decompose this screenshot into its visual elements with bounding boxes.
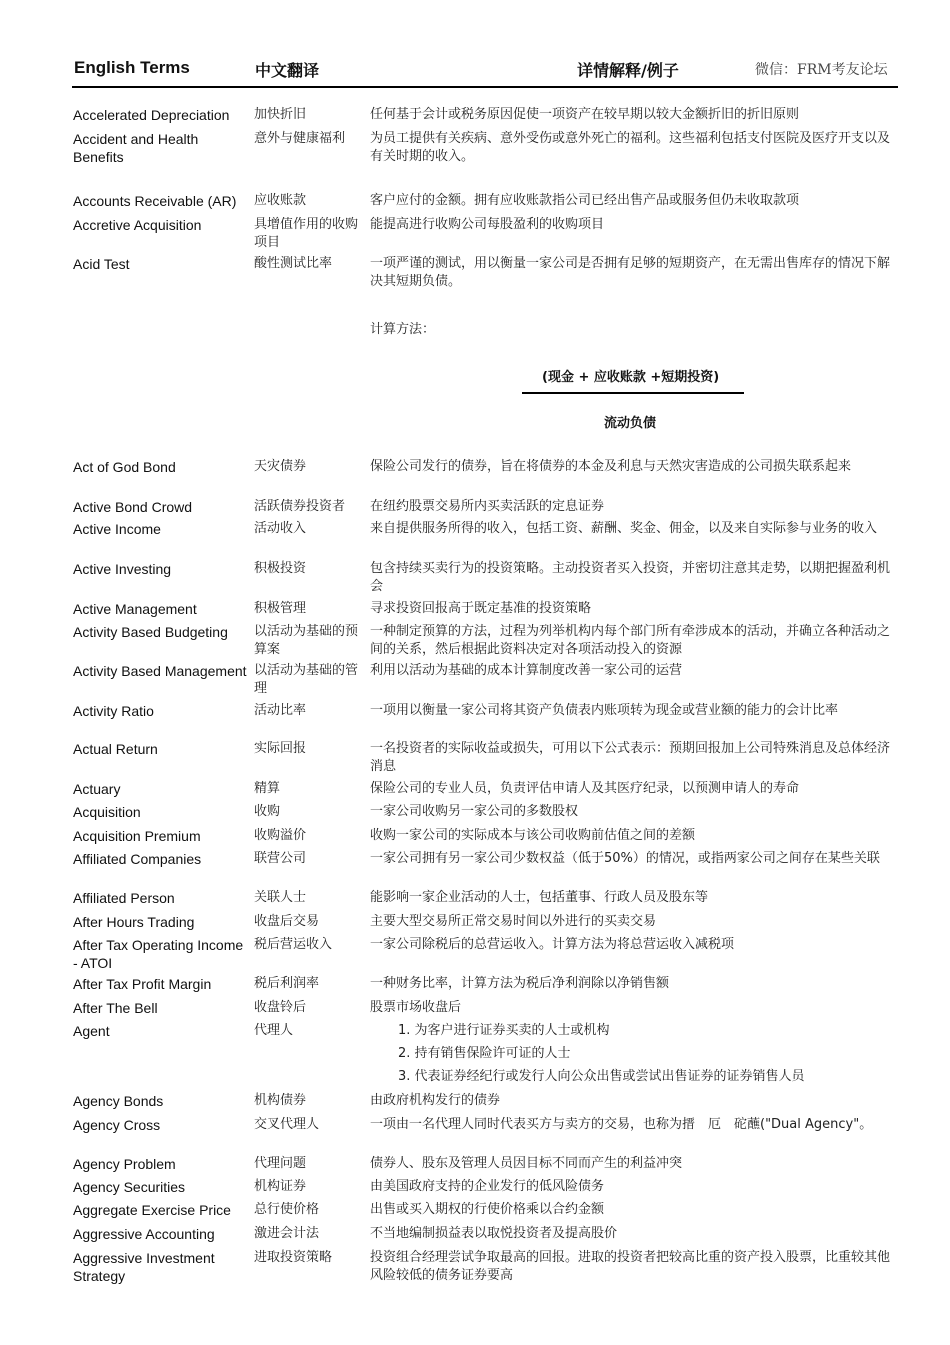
term-english: Accelerated Depreciation [73,107,230,123]
term-chinese: 精算 [254,781,281,796]
term-chinese: 激进会计法 [254,1226,320,1241]
term-detail: 股票市场收盘后 [370,1000,462,1015]
term-detail: 客户应付的金额。拥有应收账款指公司已经出售产品或服务但仍未收取款项 [370,193,800,208]
term-chinese: 意外与健康福利 [254,131,346,146]
header-chinese-translation: 中文翻译 [255,61,320,80]
term-english: Affiliated Companies [73,851,202,867]
formula-denominator: 流动负债 [604,416,657,431]
term-detail: 在纽约股票交易所内买卖活跃的定息证券 [370,499,605,514]
term-chinese: 实际回报 [254,741,307,756]
term-chinese: 活跃债券投资者 [254,499,346,514]
term-english: Act of God Bond [73,459,176,475]
term-english: Agency Bonds [73,1093,164,1109]
term-detail: 一项由一名代理人同时代表买方与卖方的交易，也称为搢 厄 砣蘸("Dual Agency"。 [370,1117,873,1132]
term-english: After The Bell [73,1000,158,1016]
term-detail: 债券人、股东及管理人员因目标不同而产生的利益冲突 [370,1156,683,1171]
term-chinese: 积极管理 [254,601,307,616]
term-chinese: 收盘后交易 [254,914,320,929]
header-wechat: 微信：FRM考友论坛 [755,62,888,78]
term-detail: 一家公司收购另一家公司的多数股权 [370,804,579,819]
term-detail: 能提高进行收购公司每股盈利的收购项目 [370,217,605,232]
term-detail: 包含持续买卖行为的投资策略。主动投资者买入投资，并密切注意其走势，以期把握盈利机会 [370,561,891,594]
term-english: Actual Return [73,741,158,757]
term-chinese: 加快折旧 [254,107,307,122]
term-detail: 主要大型交易所正常交易时间以外进行的买卖交易 [370,914,657,929]
term-chinese: 以活动为基础的管理 [254,663,359,696]
term-english: Accounts Receivable (AR) [73,193,237,209]
term-chinese: 代理人 [254,1023,294,1038]
term-chinese: 具增值作用的收购项目 [254,217,359,250]
term-detail: 一名投资者的实际收益或损失，可用以下公式表示：预期回报加上公司特殊消息及总体经济消息 [370,741,891,774]
list-item: 2. 持有销售保险许可证的人士 [398,1046,571,1061]
term-chinese: 机构债券 [254,1093,307,1108]
term-english: Accident and Health Benefits [73,131,199,165]
term-chinese: 活动比率 [254,703,307,718]
term-english: Agent [73,1023,110,1039]
term-english: Actuary [73,781,121,797]
term-chinese: 收购溢价 [254,828,307,843]
term-english: Aggressive Investment Strategy [73,1250,215,1284]
term-detail: 利用以活动为基础的成本计算制度改善一家公司的运营 [370,663,683,678]
term-detail: 一项用以衡量一家公司将其资产负债表内账项转为现金或营业额的能力的会计比率 [370,703,839,718]
term-detail: 保险公司发行的债券，旨在将债券的本金及利息与天然灾害造成的公司损失联系起来 [370,459,852,474]
term-detail: 由美国政府支持的企业发行的低风险债务 [370,1179,605,1194]
term-chinese: 税后利润率 [254,976,320,991]
term-detail: 一种制定预算的方法，过程为列举机构内每个部门所有牵涉成本的活动，并确立各种活动之间的关系，然后根据此资料决定对各项活动投入的资源 [370,624,891,657]
term-detail: 一家公司拥有另一家公司少数权益（低于50%）的情况，或指两家公司之间存在某些关联 [370,851,880,866]
term-english: Active Investing [73,561,172,577]
term-english: Acid Test [73,256,130,272]
header-detail: 详情解释/例子 [577,61,679,80]
term-english: After Tax Profit Margin [73,976,212,992]
term-chinese: 代理问题 [254,1156,307,1171]
term-chinese: 积极投资 [254,561,307,576]
table-header [72,58,898,88]
term-english: Accretive Acquisition [73,217,202,233]
term-english: After Hours Trading [73,914,195,930]
term-english: Aggregate Exercise Price [73,1202,231,1218]
term-chinese: 活动收入 [254,521,307,536]
term-english: Active Bond Crowd [73,499,193,515]
term-detail: 一种财务比率，计算方法为税后净利润除以净销售额 [370,976,670,991]
term-chinese: 应收账款 [254,193,307,208]
term-english: Active Income [73,521,161,537]
term-detail: 收购一家公司的实际成本与该公司收购前估值之间的差额 [370,828,696,843]
term-chinese: 税后营运收入 [254,937,333,952]
header-english-terms: English Terms [74,58,190,77]
term-chinese: 以活动为基础的预算案 [254,624,359,657]
term-chinese: 联营公司 [254,851,307,866]
term-english: After Tax Operating Income - ATOI [73,937,244,971]
term-chinese: 收购 [254,804,281,819]
term-chinese: 进取投资策略 [254,1250,333,1265]
term-english: Aggressive Accounting [73,1226,215,1242]
term-detail: 保险公司的专业人员，负责评估申请人及其医疗纪录，以预测申请人的寿命 [370,781,800,796]
term-english: Acquisition Premium [73,828,201,844]
term-detail: 任何基于会计或税务原因促使一项资产在较早期以较大金额折旧的折旧原则 [370,107,800,122]
term-detail: 出售或买入期权的行使价格乘以合约金额 [370,1202,605,1217]
term-detail: 能影响一家企业活动的人士，包括董事、行政人员及股东等 [370,890,709,905]
term-chinese: 机构证券 [254,1179,307,1194]
term-chinese: 交叉代理人 [254,1117,320,1132]
term-chinese: 酸性测试比率 [254,256,333,271]
term-chinese: 总行使价格 [254,1202,320,1217]
term-detail: 为员工提供有关疾病、意外受伤或意外死亡的福利。这些福利包括支付医院及医疗开支以及有关时期的收入。 [370,131,891,164]
term-english: Agency Securities [73,1179,186,1195]
list-item: 1. 为客户进行证券买卖的人士或机构 [398,1023,610,1038]
term-detail: 来自提供服务所得的收入，包括工资、薪酬、奖金、佣金，以及来自实际参与业务的收入 [370,521,878,536]
term-english: Activity Based Management [73,663,247,679]
term-english: Activity Based Budgeting [73,624,228,640]
term-chinese: 天灾债券 [254,459,307,474]
term-chinese: 关联人士 [254,890,307,905]
term-detail: 一项严谨的测试，用以衡量一家公司是否拥有足够的短期资产，在无需出售库存的情况下解决其短期负债。 [370,256,891,289]
term-english: Agency Problem [73,1156,176,1172]
term-english: Agency Cross [73,1117,161,1133]
term-english: Active Management [73,601,197,617]
term-english: Affiliated Person [73,890,175,906]
term-detail: 寻求投资回报高于既定基准的投资策略 [370,601,592,616]
term-chinese: 收盘铃后 [254,1000,307,1015]
term-detail: 由政府机构发行的债券 [370,1093,501,1108]
term-detail: 不当地编制损益表以取悦投资者及提高股价 [370,1226,618,1241]
calc-label: 计算方法： [370,322,436,337]
formula-numerator: (现金 + 应收账款 +短期投资) [542,370,720,385]
term-english: Acquisition [73,804,141,820]
term-detail: 一家公司除税后的总营运收入。计算方法为将总营运收入减税项 [370,937,735,952]
formula-divider [522,392,744,394]
list-item: 3. 代表证券经纪行或发行人向公众出售或尝试出售证券的证券销售人员 [398,1069,805,1084]
term-detail: 投资组合经理尝试争取最高的回报。进取的投资者把较高比重的资产投入股票，比重较其他风险较低的债务证券要高 [370,1250,891,1283]
term-english: Activity Ratio [73,703,154,719]
